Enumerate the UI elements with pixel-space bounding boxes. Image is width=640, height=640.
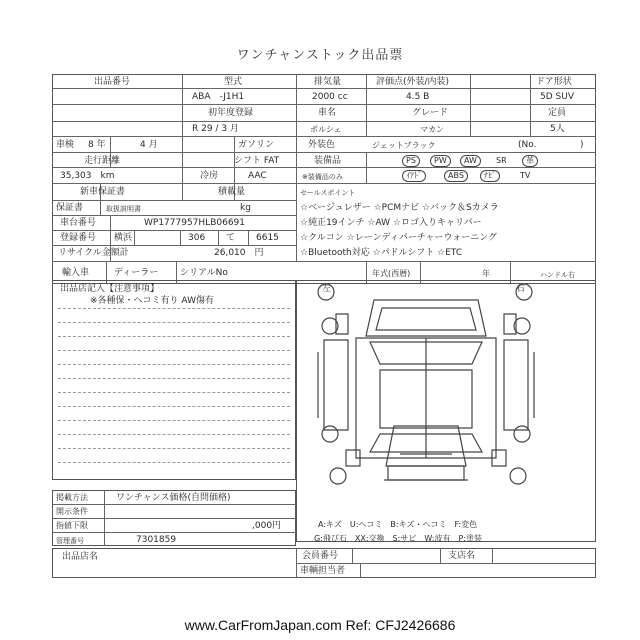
katashiki-value: ABA -J1H1	[192, 92, 245, 102]
recycle-value: 26,010 円	[214, 248, 264, 258]
shinsha-label: 新車保証書	[80, 187, 126, 197]
hyoka-value: 4.5 B	[406, 92, 430, 102]
sheet-title: ワンチャンストック出品票	[236, 48, 404, 63]
soubi-leather: 革	[522, 155, 538, 167]
door-label: ドア形状	[536, 77, 572, 87]
hikkae-label: 指値下限	[56, 521, 88, 530]
shaken-year: 8 年	[88, 140, 106, 150]
shuppinten-label: 出品店名	[62, 552, 99, 562]
soubi-ps: PS	[402, 155, 420, 167]
keisai-label: 掲載方法	[56, 493, 88, 502]
sales-point-1: ☆ベージュレザー ☆PCMナビ ☆バック＆Sカメラ	[300, 203, 499, 213]
shodo-value: R 29 / 3 月	[192, 124, 239, 134]
hosho-value: 取扱説明書	[106, 205, 141, 213]
shodo-label: 初年度登録	[208, 108, 254, 118]
touroku-num: 306	[188, 233, 206, 243]
damage-legend-line-1: A:キズ U:ヘコミ B:キズ・ヘコミ F:変色	[318, 520, 478, 529]
hosho-label: 保証書	[56, 203, 84, 213]
teiin-label: 定員	[548, 108, 567, 118]
soubi-pw: PW	[430, 155, 451, 167]
damage-legend-line-2: G:飛び石 XX:交換 S:サビ W:波有 P:塗装	[314, 534, 482, 543]
tantou-label: 車輌担当者	[300, 566, 346, 576]
touroku-area: 横浜	[114, 233, 133, 243]
kanri-label: 管理番号	[56, 537, 84, 545]
nenshiki-label: 年式(西暦)	[372, 269, 411, 278]
soubi-label: 装備品	[314, 156, 342, 166]
grade-label: グレード	[412, 108, 449, 118]
gaisou-no-end: )	[580, 140, 584, 150]
sales-point-3: ☆クルコン ☆レーンディパーチャーウォーニング	[300, 233, 498, 243]
shadai-value: WP1777957HLB06691	[144, 218, 245, 228]
haikiryo-label: 排気量	[314, 77, 342, 87]
kanri-value: 7301859	[136, 535, 177, 545]
option-label: ※装備品のみ	[302, 173, 343, 181]
shamei-value: ポルシェ	[310, 125, 342, 134]
recycle-label: リサイクル金額計	[58, 248, 129, 258]
katashiki-label: 型式	[224, 77, 243, 87]
option-navi: ﾅﾋﾞ	[480, 170, 500, 182]
teiin-value: 5人	[550, 124, 565, 134]
sales-point-4: ☆Bluetooth対応 ☆パドルシフト ☆ETC	[300, 248, 463, 258]
touroku-label: 登録番号	[60, 233, 97, 243]
yunyu-value: ディーラー	[114, 268, 159, 278]
sales-label: セールスポイント	[300, 189, 356, 197]
shuppin-label: 出品番号	[94, 77, 131, 87]
hyoka-label: 評価点(外装/内装)	[376, 77, 450, 87]
hikkae-value: ,000円	[252, 521, 282, 531]
shadai-label: 車台番号	[60, 218, 97, 228]
reikyaku-value: AAC	[248, 171, 267, 181]
kaiji-label: 開示条件	[56, 507, 88, 516]
shaken-label: 車検	[56, 140, 75, 150]
soubi-sr: SR	[496, 156, 507, 165]
soukou-label: 走行距離	[84, 156, 121, 166]
keisai-value: ワンチャンス価格(自問価格)	[116, 493, 231, 503]
diagram-right-label: 右	[516, 284, 526, 294]
kaiin-label: 会員番号	[302, 551, 339, 561]
door-value: 5D SUV	[540, 92, 574, 102]
nenshiki-value: 年	[482, 269, 490, 278]
shift-value: シフト FAT	[234, 156, 280, 166]
option-tv: TV	[520, 171, 531, 180]
shaken-month: 4 月	[140, 140, 158, 150]
handle-label: ハンドル右	[540, 271, 575, 279]
diagram-left-label: 左	[322, 284, 332, 294]
sekisai-value: kg	[240, 203, 251, 213]
yunyu-label: 輸入車	[62, 268, 90, 278]
shien-label: 支店名	[448, 551, 476, 561]
sales-point-2: ☆純正19インチ ☆AW ☆ロゴ入りキャリパー	[300, 218, 482, 228]
haikiryo-value: 2000 cc	[312, 92, 348, 102]
touroku-kana: て	[226, 233, 236, 243]
shamei-label: 車名	[318, 108, 337, 118]
option-iad: ｲｱﾄﾞ	[402, 170, 426, 182]
serial-label: シリアルNo	[180, 268, 228, 278]
soukou-value: 35,303 km	[60, 171, 115, 181]
fuel-value: ガソリン	[238, 140, 275, 150]
sekisai-label: 積載量	[218, 187, 246, 197]
remarks-header: 出品店記入【注意事項】	[60, 284, 160, 294]
touroku-no: 6615	[256, 233, 279, 243]
remarks-line-1: ※各種保・ヘコミ有り AW傷有	[90, 296, 214, 306]
car-damage-diagram	[296, 280, 596, 520]
gaisou-value: ジェットブラック	[372, 141, 436, 150]
gaisou-label: 外装色	[308, 140, 336, 150]
footer-ref: www.CarFromJapan.com Ref: CFJ2426686	[184, 617, 456, 633]
gaisou-no: (No.	[518, 140, 537, 150]
grade-value: マカン	[420, 125, 444, 134]
remarks-box	[52, 280, 296, 480]
reikyaku-label: 冷房	[200, 171, 219, 181]
option-abs: ABS	[444, 170, 468, 182]
soubi-aw: AW	[460, 155, 481, 167]
